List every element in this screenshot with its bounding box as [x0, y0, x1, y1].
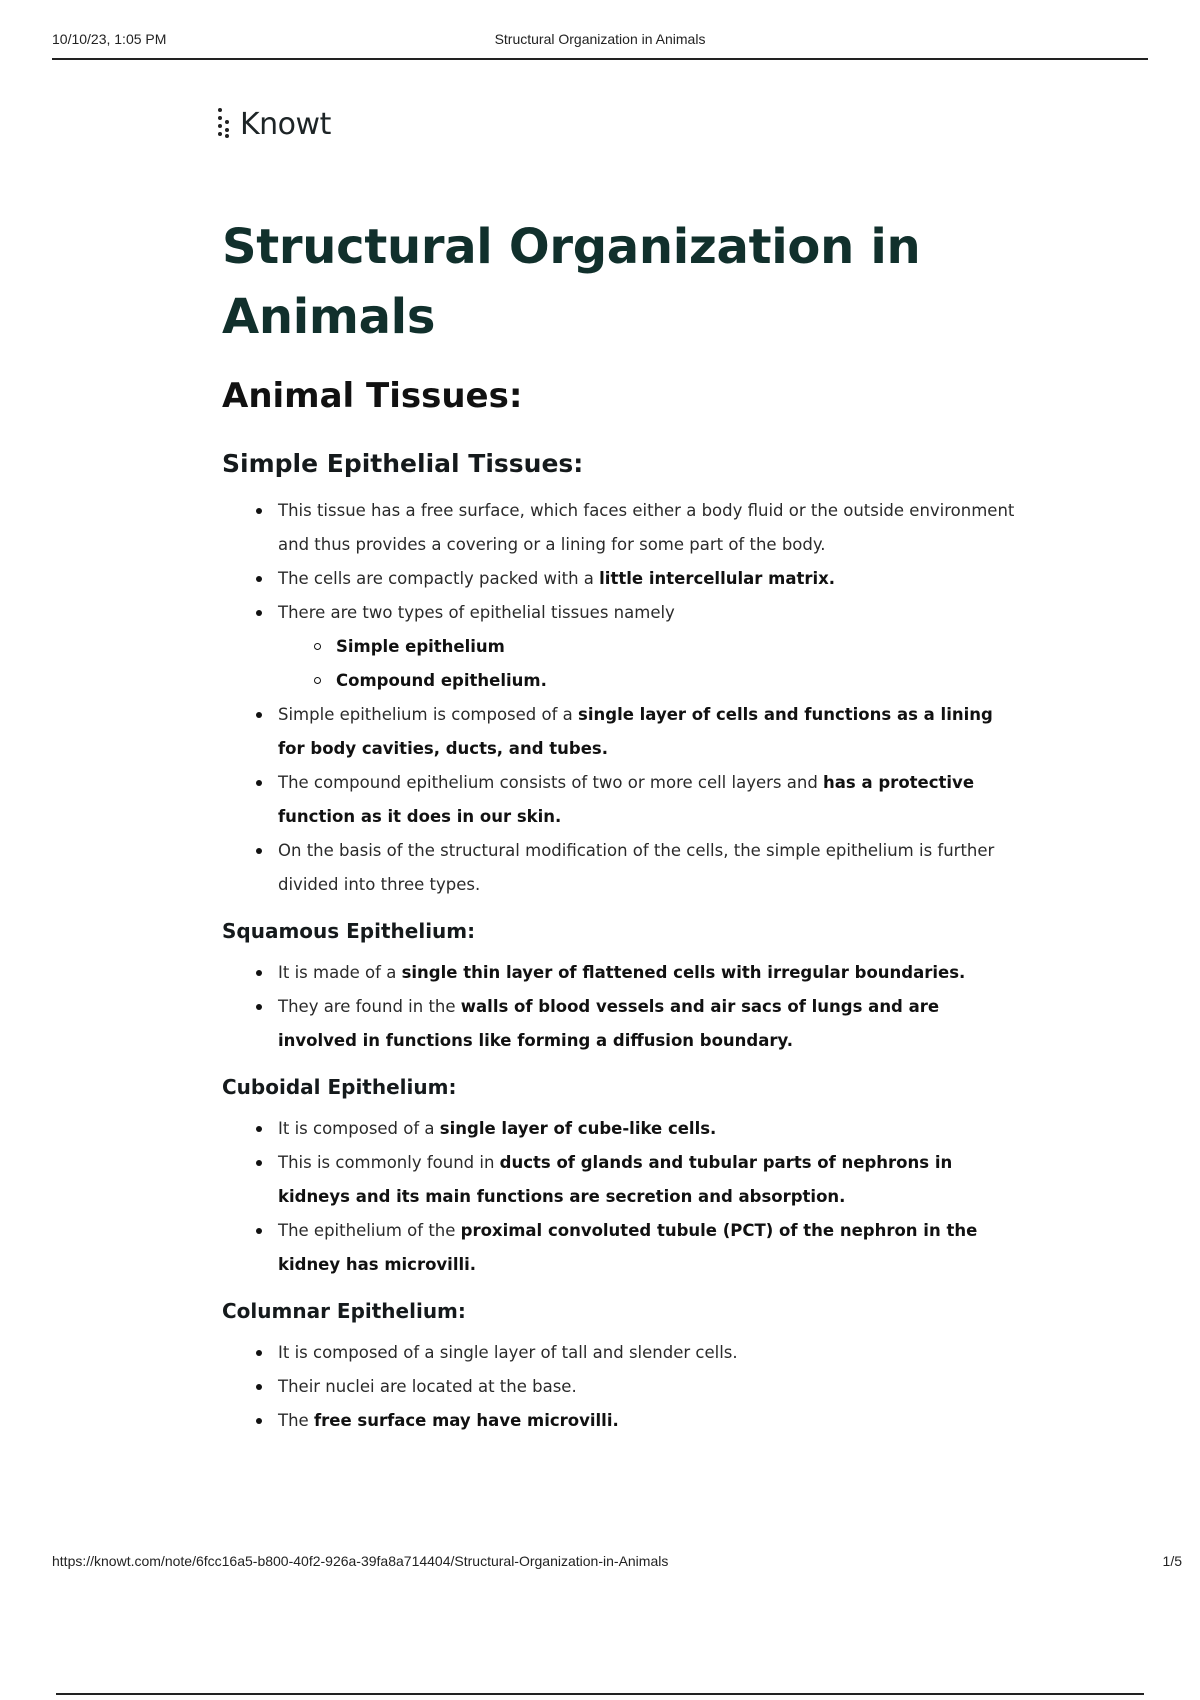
list-item: The cells are compactly packed with a little intercellular matrix.	[278, 562, 1022, 596]
logo-text: Knowt	[240, 106, 331, 142]
columnar-heading: Columnar Epithelium:	[222, 1299, 466, 1323]
list-item: The epithelium of the proximal convoluted tubule (PCT) of the nephron in the kidney has microvilli.	[278, 1214, 1022, 1282]
sublist-item: Compound epithelium.	[336, 664, 1022, 698]
list-item: Simple epithelium is composed of a single layer of cells and functions as a lining for body cavities, ducts, and tubes.	[278, 698, 1022, 766]
print-datetime: 10/10/23, 1:05 PM	[52, 31, 167, 47]
squamous-list	[222, 956, 1022, 1058]
columnar-list	[222, 1336, 1022, 1438]
list-item: This tissue has a free surface, which faces either a body fluid or the outside environment and thus provides a covering or a lining for some part of the body.	[278, 494, 1022, 562]
page-url: https://knowt.com/note/6fcc16a5-b800-40f2-926a-39fa8a714404/Structural-Organization-in-Animals	[52, 1553, 669, 1569]
list-item: On the basis of the structural modification of the cells, the simple epithelium is further divided into three types.	[278, 834, 1022, 902]
list-item: The free surface may have microvilli.	[278, 1404, 1022, 1438]
sublist-item: Simple epithelium	[336, 630, 1022, 664]
list-item: Their nuclei are located at the base.	[278, 1370, 1022, 1404]
cuboidal-heading: Cuboidal Epithelium:	[222, 1075, 457, 1099]
list-item: It is composed of a single layer of cube-like cells.	[278, 1112, 1022, 1146]
simple-epithelial-list	[222, 494, 1022, 902]
knowt-dots-icon	[218, 106, 234, 142]
print-header	[52, 26, 1148, 60]
list-item: This is commonly found in ducts of glands and tubular parts of nephrons in kidneys and its main functions are secretion and absorption.	[278, 1146, 1022, 1214]
section-heading: Animal Tissues:	[222, 376, 523, 416]
print-doc-title: Structural Organization in Animals	[494, 31, 706, 47]
divider	[56, 1693, 1144, 1695]
page-title: Structural Organization in Animals	[222, 219, 921, 345]
list-item: It is composed of a single layer of tall and slender cells.	[278, 1336, 1022, 1370]
epithelium-types-sublist	[278, 630, 1022, 698]
list-item: There are two types of epithelial tissues namely Simple epithelium Compound epithelium.	[278, 596, 1022, 698]
note-content	[222, 212, 1022, 1448]
cuboidal-list	[222, 1112, 1022, 1282]
list-item: It is made of a single thin layer of flattened cells with irregular boundaries.	[278, 956, 1022, 990]
page-number: 1/5	[1162, 1553, 1182, 1569]
list-item: The compound epithelium consists of two or more cell layers and has a protective function as it does in our skin.	[278, 766, 1022, 834]
list-item: They are found in the walls of blood vessels and air sacs of lungs and are involved in functions like forming a diffusion boundary.	[278, 990, 1022, 1058]
squamous-heading: Squamous Epithelium:	[222, 919, 476, 943]
simple-epithelial-heading: Simple Epithelial Tissues:	[222, 449, 584, 478]
knowt-logo[interactable]	[218, 106, 331, 142]
